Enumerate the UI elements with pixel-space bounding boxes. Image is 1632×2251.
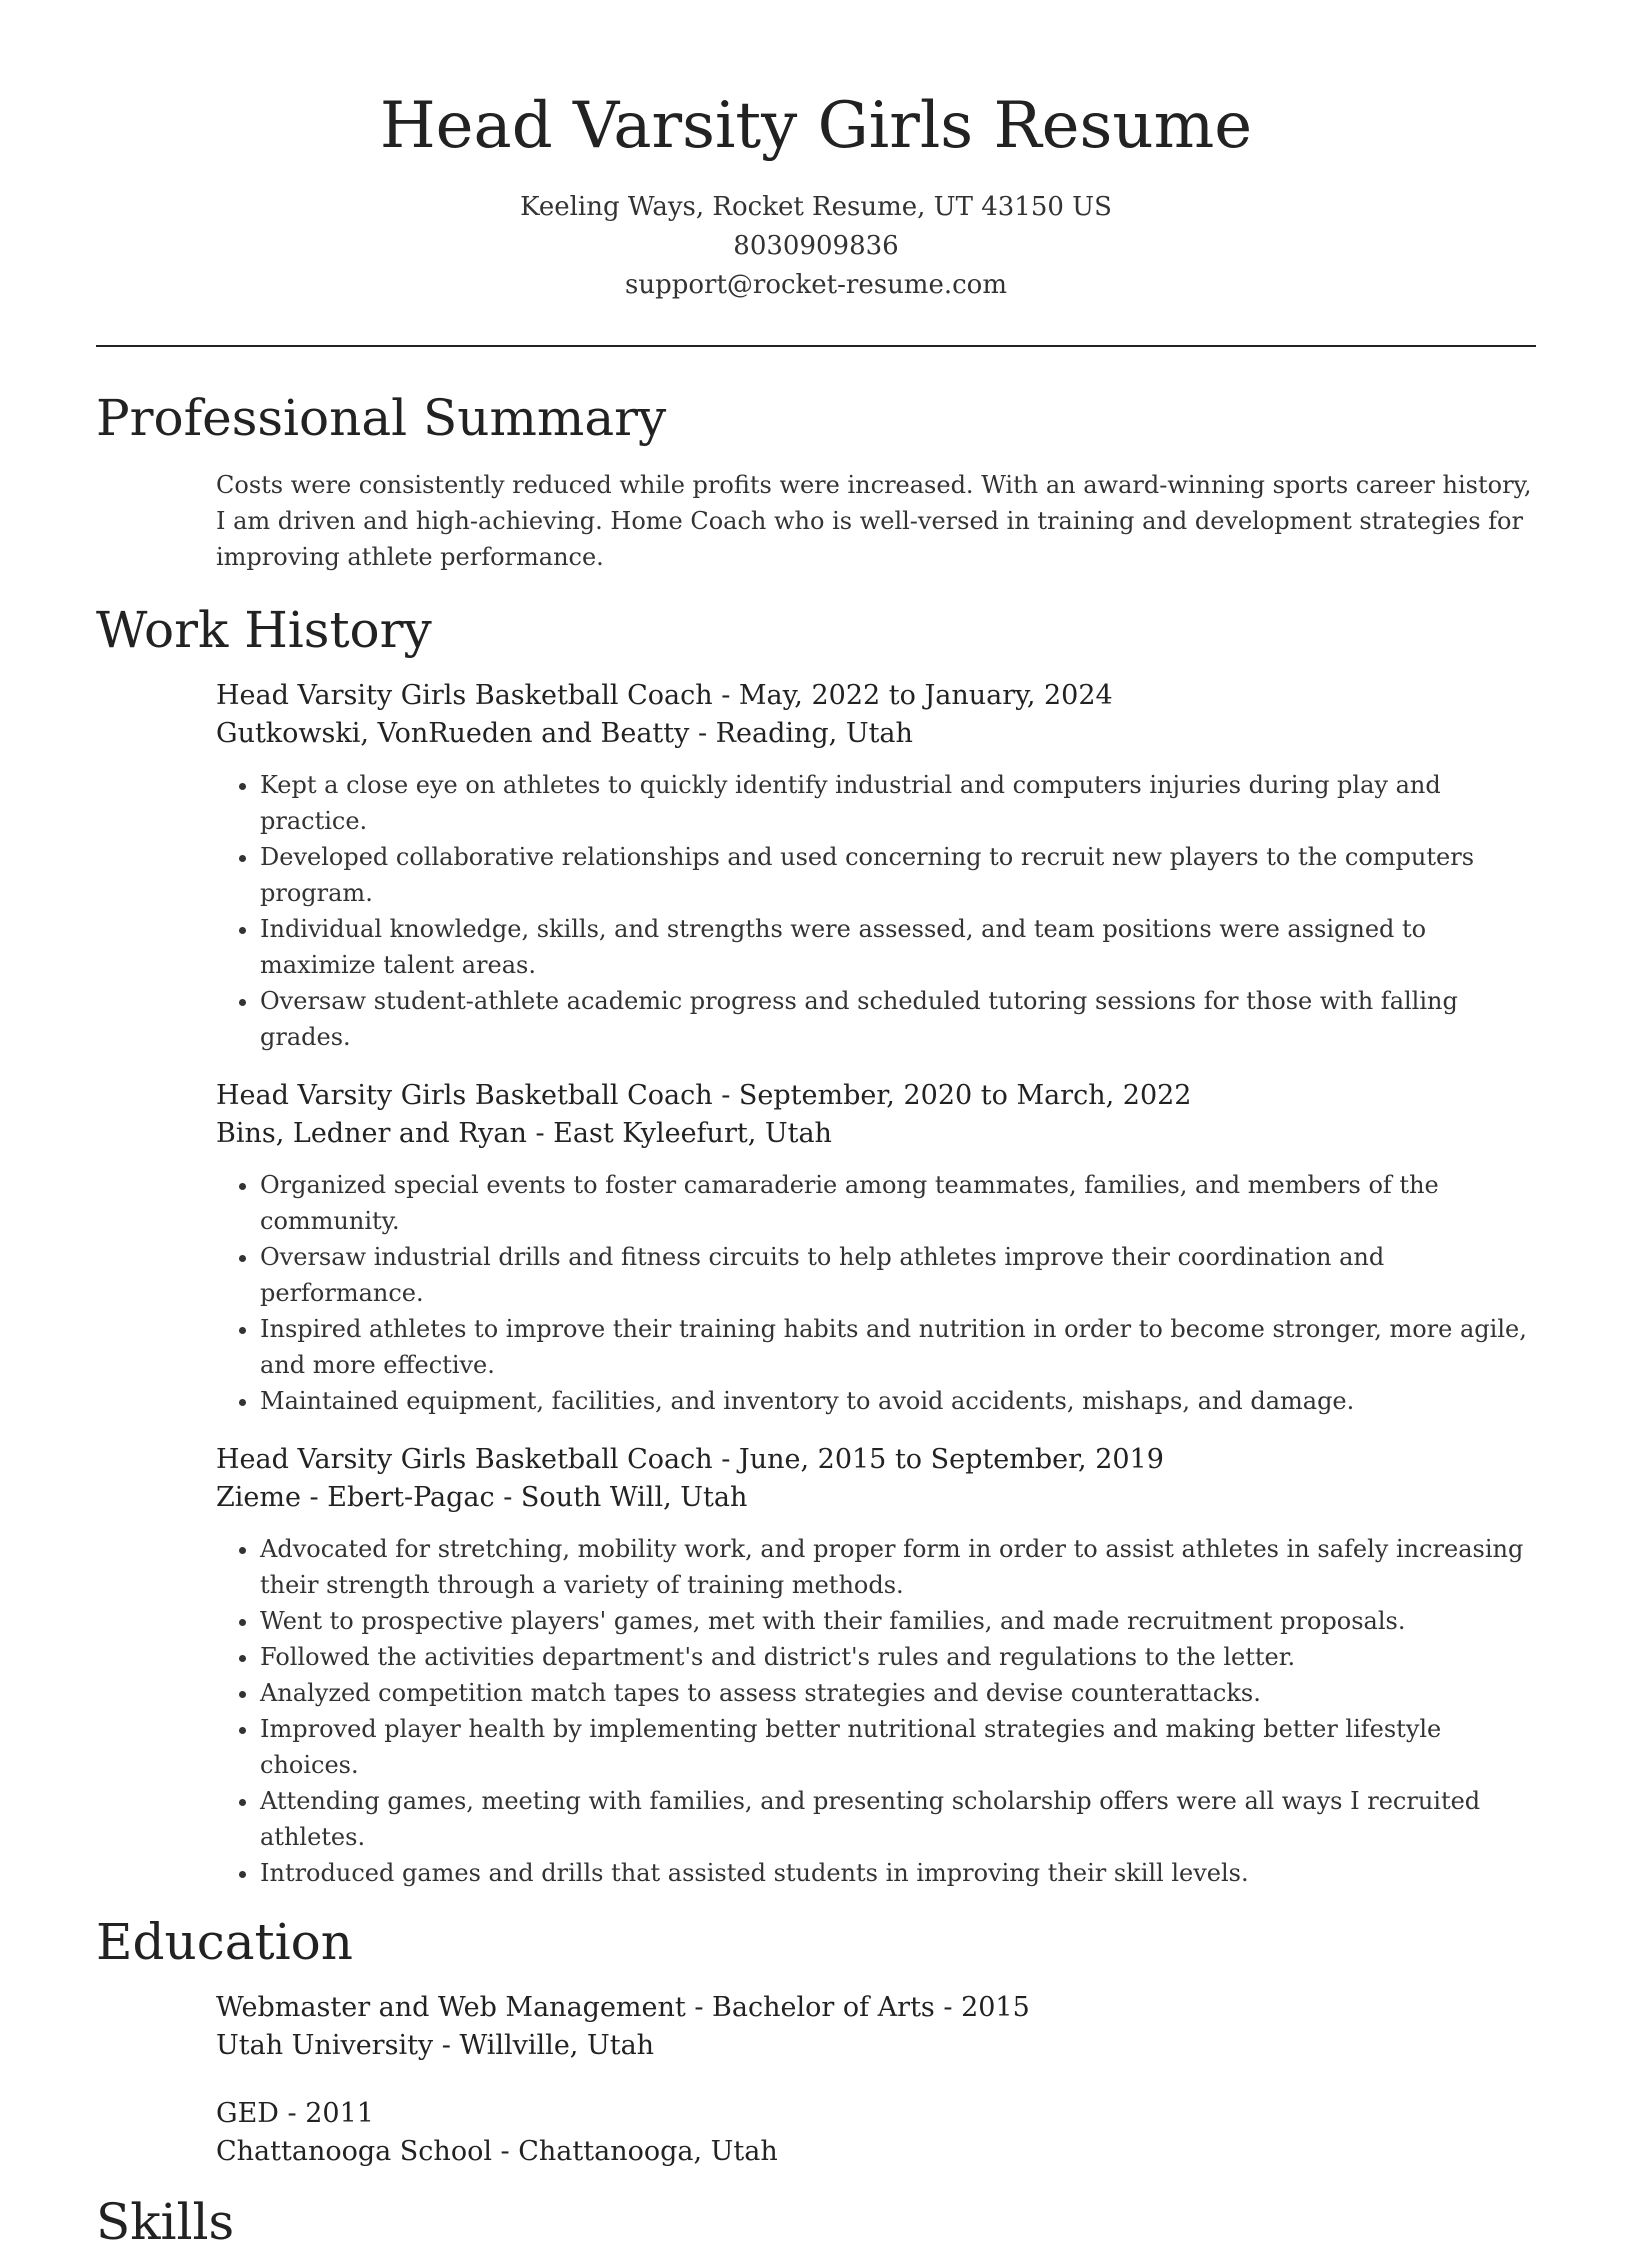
education-entry xyxy=(216,1989,1536,2065)
resume-header xyxy=(96,0,1536,305)
job-bullet: • Developed collaborative relationships and used concerning to recruit new players to the computers program. xyxy=(260,839,1540,911)
section-title-work-history: Work History xyxy=(96,601,432,659)
resume-title: Head Varsity Girls Resume xyxy=(379,89,1253,163)
contact-email: support@rocket-resume.com xyxy=(624,270,1007,300)
job-bullet: • Attending games, meeting with families, and presenting scholarship offers were all ways I recruited athletes. xyxy=(260,1783,1540,1855)
work-entry xyxy=(216,1077,1536,1419)
education-entry xyxy=(216,2095,1536,2171)
job-bullet: • Advocated for stretching, mobility work, and proper form in order to assist athletes in safely increasing their strength through a variety of training methods. xyxy=(260,1531,1540,1603)
work-entry xyxy=(216,1441,1536,1891)
job-bullet: • Inspired athletes to improve their training habits and nutrition in order to become stronger, more agile, and more effective. xyxy=(260,1311,1540,1383)
job-bullet: • Followed the activities department's and district's rules and regulations to the letter. xyxy=(260,1639,1540,1675)
job-bullet: • Organized special events to foster camaraderie among teammates, families, and members of the community. xyxy=(260,1167,1540,1239)
section-title-skills: Skills xyxy=(96,2193,235,2251)
section-title-summary: Professional Summary xyxy=(96,389,667,447)
job-bullet: • Kept a close eye on athletes to quickly identify industrial and computers injuries during play and practice. xyxy=(260,767,1540,839)
job-company-location: Gutkowski, VonRueden and Beatty - Reading, Utah xyxy=(216,718,913,749)
job-role-dates: Head Varsity Girls Basketball Coach - September, 2020 to March, 2022 xyxy=(216,1080,1192,1111)
job-role-dates: Head Varsity Girls Basketball Coach - May, 2022 to January, 2024 xyxy=(216,680,1113,711)
education-school-location: Chattanooga School - Chattanooga, Utah xyxy=(216,2136,778,2167)
job-bullet-list xyxy=(216,1531,1540,1891)
education-degree-year: GED - 2011 xyxy=(216,2098,374,2129)
job-bullet: • Introduced games and drills that assisted students in improving their skill levels. xyxy=(260,1855,1540,1891)
job-bullet-list xyxy=(216,767,1540,1055)
job-bullet: • Maintained equipment, facilities, and inventory to avoid accidents, mishaps, and damage. xyxy=(260,1383,1540,1419)
header-divider xyxy=(96,345,1536,347)
job-bullet: • Analyzed competition match tapes to assess strategies and devise counterattacks. xyxy=(260,1675,1540,1711)
contact-address: Keeling Ways, Rocket Resume, UT 43150 US xyxy=(520,192,1112,222)
job-company-location: Bins, Ledner and Ryan - East Kyleefurt, Utah xyxy=(216,1118,832,1149)
job-bullet: • Went to prospective players' games, met with their families, and made recruitment proposals. xyxy=(260,1603,1540,1639)
job-role-dates: Head Varsity Girls Basketball Coach - June, 2015 to September, 2019 xyxy=(216,1444,1164,1475)
resume-page xyxy=(96,0,1536,2251)
summary-text: Costs were consistently reduced while profits were increased. With an award-winning sports career history, I am driven and high-achieving. Home Coach who is well-versed in training and development strategies for improving athlete performance. xyxy=(216,471,1532,571)
education-school-location: Utah University - Willville, Utah xyxy=(216,2030,655,2061)
contact-phone: 8030909836 xyxy=(733,231,899,261)
job-company-location: Zieme - Ebert-Pagac - South Will, Utah xyxy=(216,1482,748,1513)
education-degree-year: Webmaster and Web Management - Bachelor of Arts - 2015 xyxy=(216,1992,1030,2023)
job-bullet-list xyxy=(216,1167,1540,1419)
job-bullet: • Individual knowledge, skills, and strengths were assessed, and team positions were assigned to maximize talent areas. xyxy=(260,911,1540,983)
job-bullet: • Oversaw industrial drills and fitness circuits to help athletes improve their coordination and performance. xyxy=(260,1239,1540,1311)
section-title-education: Education xyxy=(96,1913,353,1971)
work-entry xyxy=(216,677,1536,1055)
contact-block xyxy=(96,188,1536,305)
job-bullet: • Improved player health by implementing better nutritional strategies and making better lifestyle choices. xyxy=(260,1711,1540,1783)
job-bullet: • Oversaw student-athlete academic progress and scheduled tutoring sessions for those with falling grades. xyxy=(260,983,1540,1055)
